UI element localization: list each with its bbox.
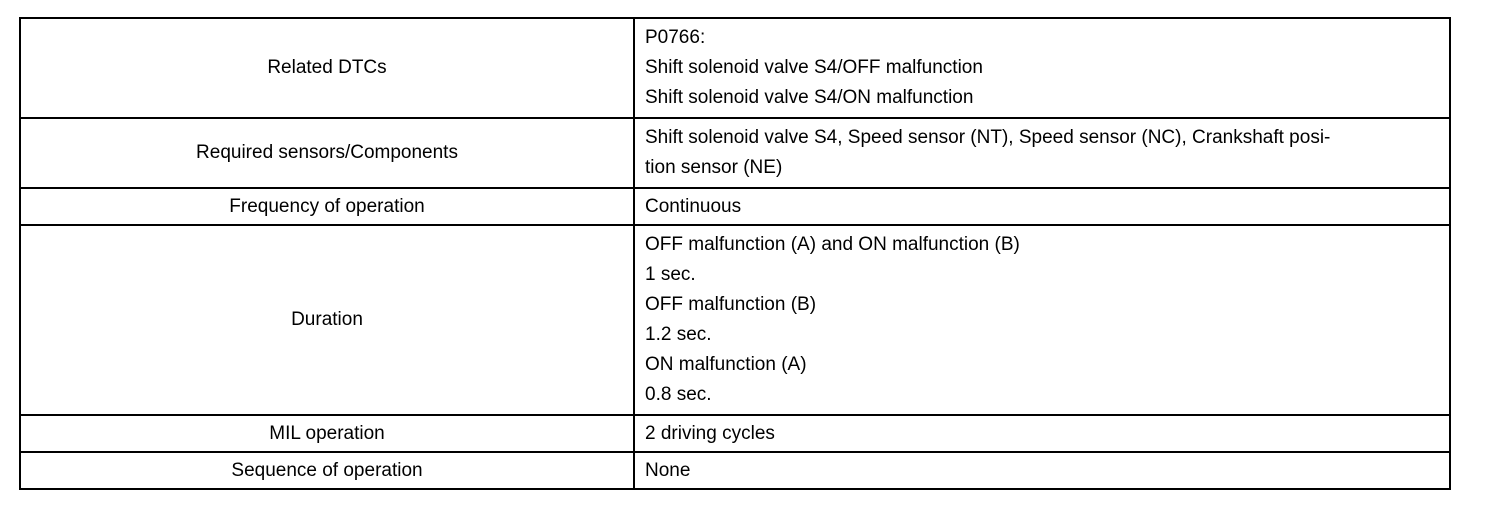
row-label: Required sensors/Components: [20, 118, 634, 188]
row-value: [634, 118, 1450, 188]
row-value: [634, 225, 1450, 415]
row-label: Related DTCs: [20, 18, 634, 118]
table-row: [20, 188, 1450, 225]
table-row: [20, 225, 1450, 415]
value-line: 1.2 sec.: [645, 324, 712, 345]
monitor-spec-table: [19, 17, 1451, 490]
value-line: Shift solenoid valve S4/OFF malfunction: [645, 57, 983, 78]
value-line: 0.8 sec.: [645, 384, 712, 405]
row-value: [634, 415, 1450, 452]
row-value: [634, 452, 1450, 489]
row-label: Duration: [20, 225, 634, 415]
table-row: [20, 118, 1450, 188]
row-value: [634, 18, 1450, 118]
value-line: ON malfunction (A): [645, 354, 807, 375]
value-line: None: [645, 459, 691, 481]
value-line: Shift solenoid valve S4/ON malfunction: [645, 87, 974, 108]
table-row: [20, 452, 1450, 489]
row-label: Sequence of operation: [20, 452, 634, 489]
table-row: [20, 415, 1450, 452]
value-line: tion sensor (NE): [645, 157, 783, 178]
table-row: [20, 18, 1450, 118]
row-label: MIL operation: [20, 415, 634, 452]
value-line: Continuous: [645, 195, 742, 217]
value-line: P0766:: [645, 27, 706, 48]
row-label: Frequency of operation: [20, 188, 634, 225]
value-line: 2 driving cycles: [645, 422, 775, 444]
row-value: [634, 188, 1450, 225]
value-line: OFF malfunction (A) and ON malfunction (B): [645, 234, 1020, 255]
value-line: 1 sec.: [645, 264, 696, 285]
value-line: OFF malfunction (B): [645, 294, 817, 315]
value-line: Shift solenoid valve S4, Speed sensor (NT), Speed sensor (NC), Crankshaft posi-: [645, 127, 1331, 148]
